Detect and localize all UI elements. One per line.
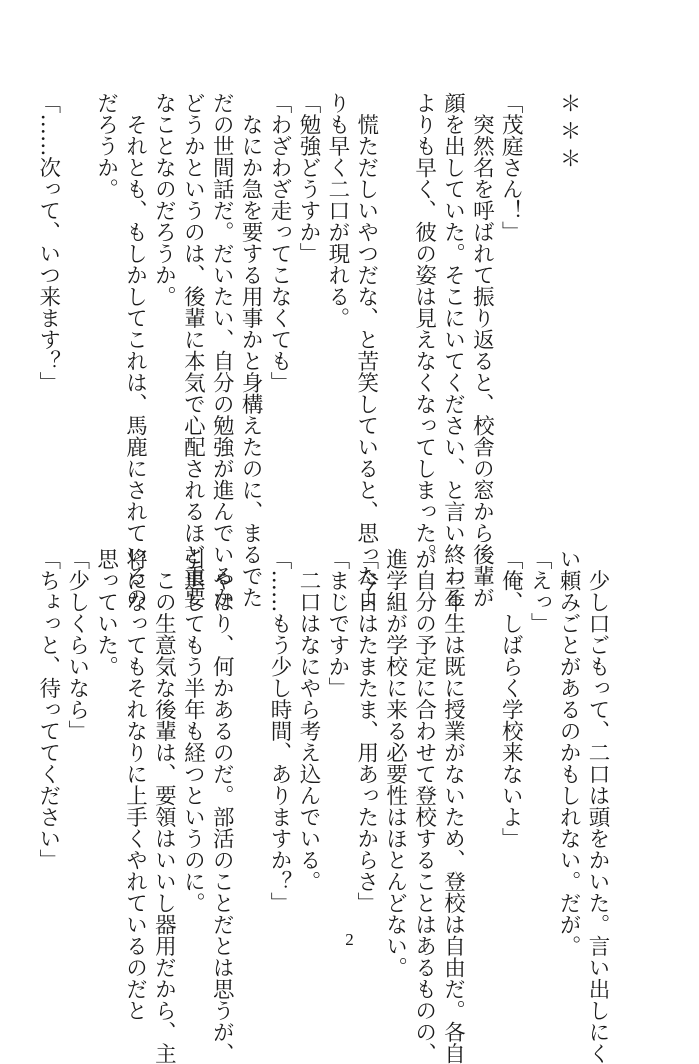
lower-text-block	[33, 548, 611, 1064]
text-line: 二口はなにやら考え込んでいる。	[295, 548, 321, 892]
text-line: 「わざわざ走ってこなくても」	[267, 92, 293, 393]
text-line: 「……もう少し時間、ありますか？」	[267, 548, 293, 914]
text-line: ＊＊＊	[556, 92, 582, 175]
text-line: 「今日はたまたま、用あったからさ」	[353, 548, 379, 914]
text-line	[62, 92, 91, 472]
text-line: なにか急を要する用事かと身構えたのに、まるでた	[238, 92, 264, 608]
text-line	[235, 548, 264, 928]
text-line: それとも、もしかしてこれは、馬鹿にされているの	[122, 92, 148, 608]
text-line: 「えっ」	[527, 548, 553, 634]
text-line: 思っていた。	[93, 548, 119, 677]
text-line	[380, 92, 409, 472]
text-line: 三年生は既に授業がないため、登校は自由だ。各自	[440, 548, 466, 1064]
page-number: 2	[345, 930, 354, 949]
text-line: 少し口ごもって、二口は頭をかいた。言い出しにく	[585, 548, 610, 1064]
text-line: 慌ただしいやつだな、と苦笑していると、思ったよ	[353, 92, 379, 608]
text-line	[524, 92, 553, 472]
text-line	[466, 548, 495, 928]
text-line: 「まじですか」	[324, 548, 350, 699]
text-line: どうかというのは、後輩に本気で心配されるほど重要	[180, 92, 206, 608]
text-line: だろうか。	[93, 92, 119, 200]
text-line: なことなのだろうか。	[151, 92, 177, 307]
text-line: 「ちょっと、待っててください」	[35, 548, 61, 871]
text-line	[582, 92, 611, 472]
text-line: よりも早く、彼の姿は見えなくなってしまった。	[411, 92, 437, 565]
text-line: 進学組が学校に来る必要性はほとんどない。	[382, 548, 408, 978]
text-line: 引退してもう半年も経つというのに。	[180, 548, 206, 914]
text-line: この生意気な後輩は、要領はいいし器用だから、主	[151, 548, 177, 1064]
text-line: 「勉強どうすか」	[295, 92, 321, 264]
text-line: だの世間話だ。だいたい、自分の勉強が進んでいるか	[209, 92, 235, 608]
text-line: い頼みごとがあるのかもしれない。だが。	[556, 548, 582, 957]
text-line: 「茂庭さん！」	[498, 92, 524, 243]
text-line: が自分の予定に合わせて登校することはあるものの、	[411, 548, 437, 1064]
text-line: 突然名を呼ばれて振り返ると、校舎の窓から後輩が	[469, 92, 495, 608]
text-line: 将になってもそれなりに上手くやれているのだと	[122, 548, 148, 1021]
text-line: 「……次って、いつ来ます？」	[35, 92, 61, 393]
text-line: 顔を出していた。そこにいてください、と言い終わる	[440, 92, 466, 608]
text-line: 「俺、しばらく学校来ないよ」	[498, 548, 524, 849]
text-line: 「少しくらいなら」	[64, 548, 90, 742]
text-line: りも早く二口が現れる。	[324, 92, 350, 329]
text-line: やはり、何かあるのだ。部活のことだとは思うが、	[209, 548, 235, 1064]
